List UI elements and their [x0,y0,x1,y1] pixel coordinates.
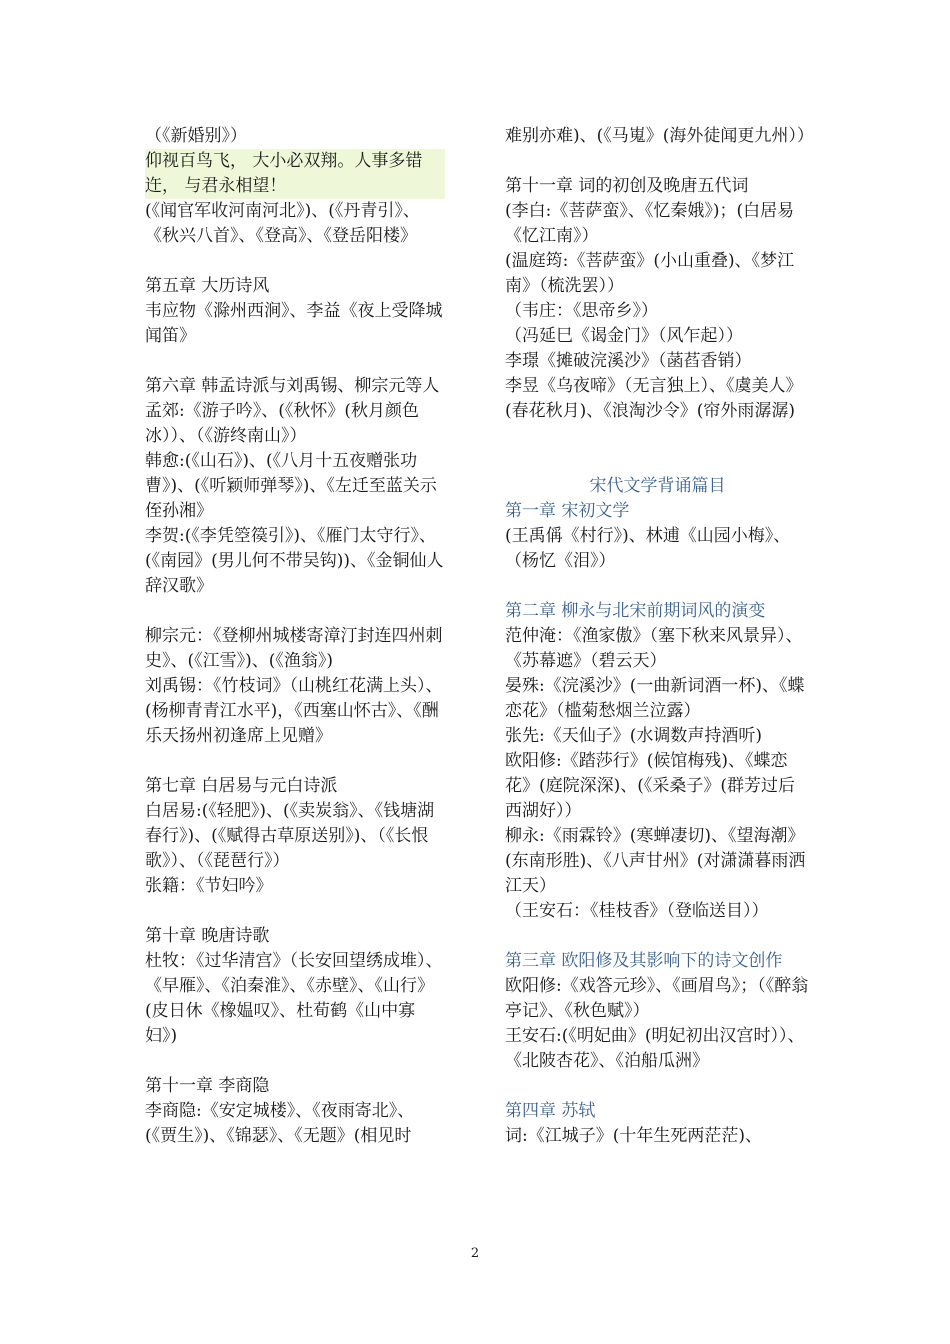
text-line: 第七章 白居易与元白诗派 [145,776,338,796]
section-heading: 第四章 苏轼 [505,1101,596,1121]
text-line: (李白:《菩萨蛮》、《忆秦娥》)；(白居易《忆江南》） [505,201,795,246]
text-line: 刘禹锡：《竹枝词》（山桃红花满上头）、(杨柳青青江水平)，《西塞山怀古》、《酬乐天扬州初逢席上见赠》 [145,676,443,746]
page-number: 2 [470,1246,480,1261]
text-line: (皮日休《橡媪叹》、杜荀鹤《山中寡妇》) [145,1001,416,1046]
text-line: 杜牧：《过华清宫》（长安回望绣成堆）、《早雁》、《泊秦淮》、《赤壁》、《山行》 [145,951,443,996]
text-line: (《闻官军收河南河北》)、(《丹青引》、《秋兴八首》、《登高》、《登岳阳楼》 [145,201,420,246]
text-line: 李璟《摊破浣溪沙》（菡萏香销） [505,351,752,371]
text-line: 王安石:(《明妃曲》(明妃初出汉宫时））、《北陂杏花》、《泊船瓜洲》 [505,1026,805,1071]
paragraph-gap [145,1049,445,1074]
paragraph-gap [505,1074,810,1099]
text-line: （王安石：《桂枝香》（登临送目）） [505,901,769,921]
right-column [505,124,814,1149]
text-line: 词:《江城子》(十年生死两茫茫)、 [505,1126,762,1146]
text-line: 张籍：《节妇吟》 [145,876,273,896]
paragraph-gap [505,449,810,474]
text-line: 孟郊:《游子吟》、(《秋怀》(秋月颜色冰））、（《游终南山》） [145,401,419,446]
text-line: 柳永:《雨霖铃》(寒蝉凄切)、《望海潮》(东南形胜)、《八声甘州》(对潇潇暮雨洒江天） [505,826,806,896]
section-heading: 宋代文学背诵篇目 [589,476,726,496]
text-line: 李昱《乌夜啼》（无言独上）、《虞美人》(春花秋月)、《浪淘沙令》(帘外雨潺潺) [505,376,803,421]
paragraph-gap [505,149,810,174]
section-heading: 第二章 柳永与北宋前期词风的演变 [505,601,766,621]
text-line: 韦应物《滁州西涧》、李益《夜上受降城闻笛》 [145,301,443,346]
section-heading: 第一章 宋初文学 [505,501,630,521]
left-column [145,124,445,1149]
text-line: 白居易:(《轻肥》)、(《卖炭翁》、《钱塘湖春行》)、(《赋得古草原送别》)、（《长恨歌》）、（《琵琶行》） [145,801,435,871]
text-line: (温庭筠:《菩萨蛮》(小山重叠)、《梦江南》（梳洗罢）） [505,251,795,296]
text-line: 晏殊:《浣溪沙》(一曲新词酒一杯)、《蝶恋花》（槛菊愁烟兰泣露） [505,676,805,721]
text-line: (王禹偁《村行》)、林逋《山园小梅》、（杨忆《泪》） [505,526,791,571]
text-line: 第十一章 词的初创及晚唐五代词 [505,176,749,196]
text-line: 难别亦难)、(《马嵬》(海外徒闻更九州）） [505,126,814,146]
paragraph-gap [145,249,445,274]
text-line: 范仲淹：《渔家傲》（塞下秋来风景异）、《苏幕遮》（碧云天） [505,626,803,671]
text-line: 第五章 大历诗风 [145,276,270,296]
section-heading: 第三章 欧阳修及其影响下的诗文创作 [505,951,783,971]
paragraph-gap [145,349,445,374]
text-line: 欧阳修:《踏莎行》(候馆梅残)、《蝶恋花》(庭院深深)、(《采桑子》(群芳过后西湖好）） [505,751,796,821]
paragraph-gap [145,749,445,774]
paragraph-gap [145,599,445,624]
text-line: 欧阳修:《戏答元珍》、《画眉鸟》；（《醉翁亭记》、《秋色赋》） [505,976,809,1021]
text-line: 柳宗元：《登柳州城楼寄漳汀封连四州刺史》、(《江雪》)、(《渔翁》) [145,626,443,671]
text-line: 第六章 韩孟诗派与刘禹锡、柳宗元等人 [145,376,440,396]
text-line: （冯延巳《谒金门》（风乍起）） [505,326,743,346]
text-line: 第十章 晚唐诗歌 [145,926,270,946]
text-line: （韦庄：《思帝乡》） [505,301,658,321]
text-line: 张先:《天仙子》(水调数声持酒听) [505,726,762,746]
paragraph-gap [505,424,810,449]
paragraph-gap [145,899,445,924]
paragraph-gap [505,574,810,599]
text-line: （《新婚别》） [145,126,247,146]
text-line: 仰视百鸟飞， 大小必双翔。人事多错迕， 与君永相望！ [145,149,445,199]
text-line: 李贺:(《李凭箜篌引》)、《雁门太守行》、(《南园》(男儿何不带吴钩))、《金铜仙人辞汉歌》 [145,526,444,596]
text-line: 韩愈:(《山石》)、(《八月十五夜赠张功曹》)、(《听颖师弹琴》)、《左迁至蓝关示侄孙湘》 [145,451,437,521]
text-line: 李商隐:《安定城楼》、《夜雨寄北》、(《贾生》)、《锦瑟》、《无题》(相见时 [145,1101,415,1146]
paragraph-gap [505,924,810,949]
text-line: 第十一章 李商隐 [145,1076,270,1096]
